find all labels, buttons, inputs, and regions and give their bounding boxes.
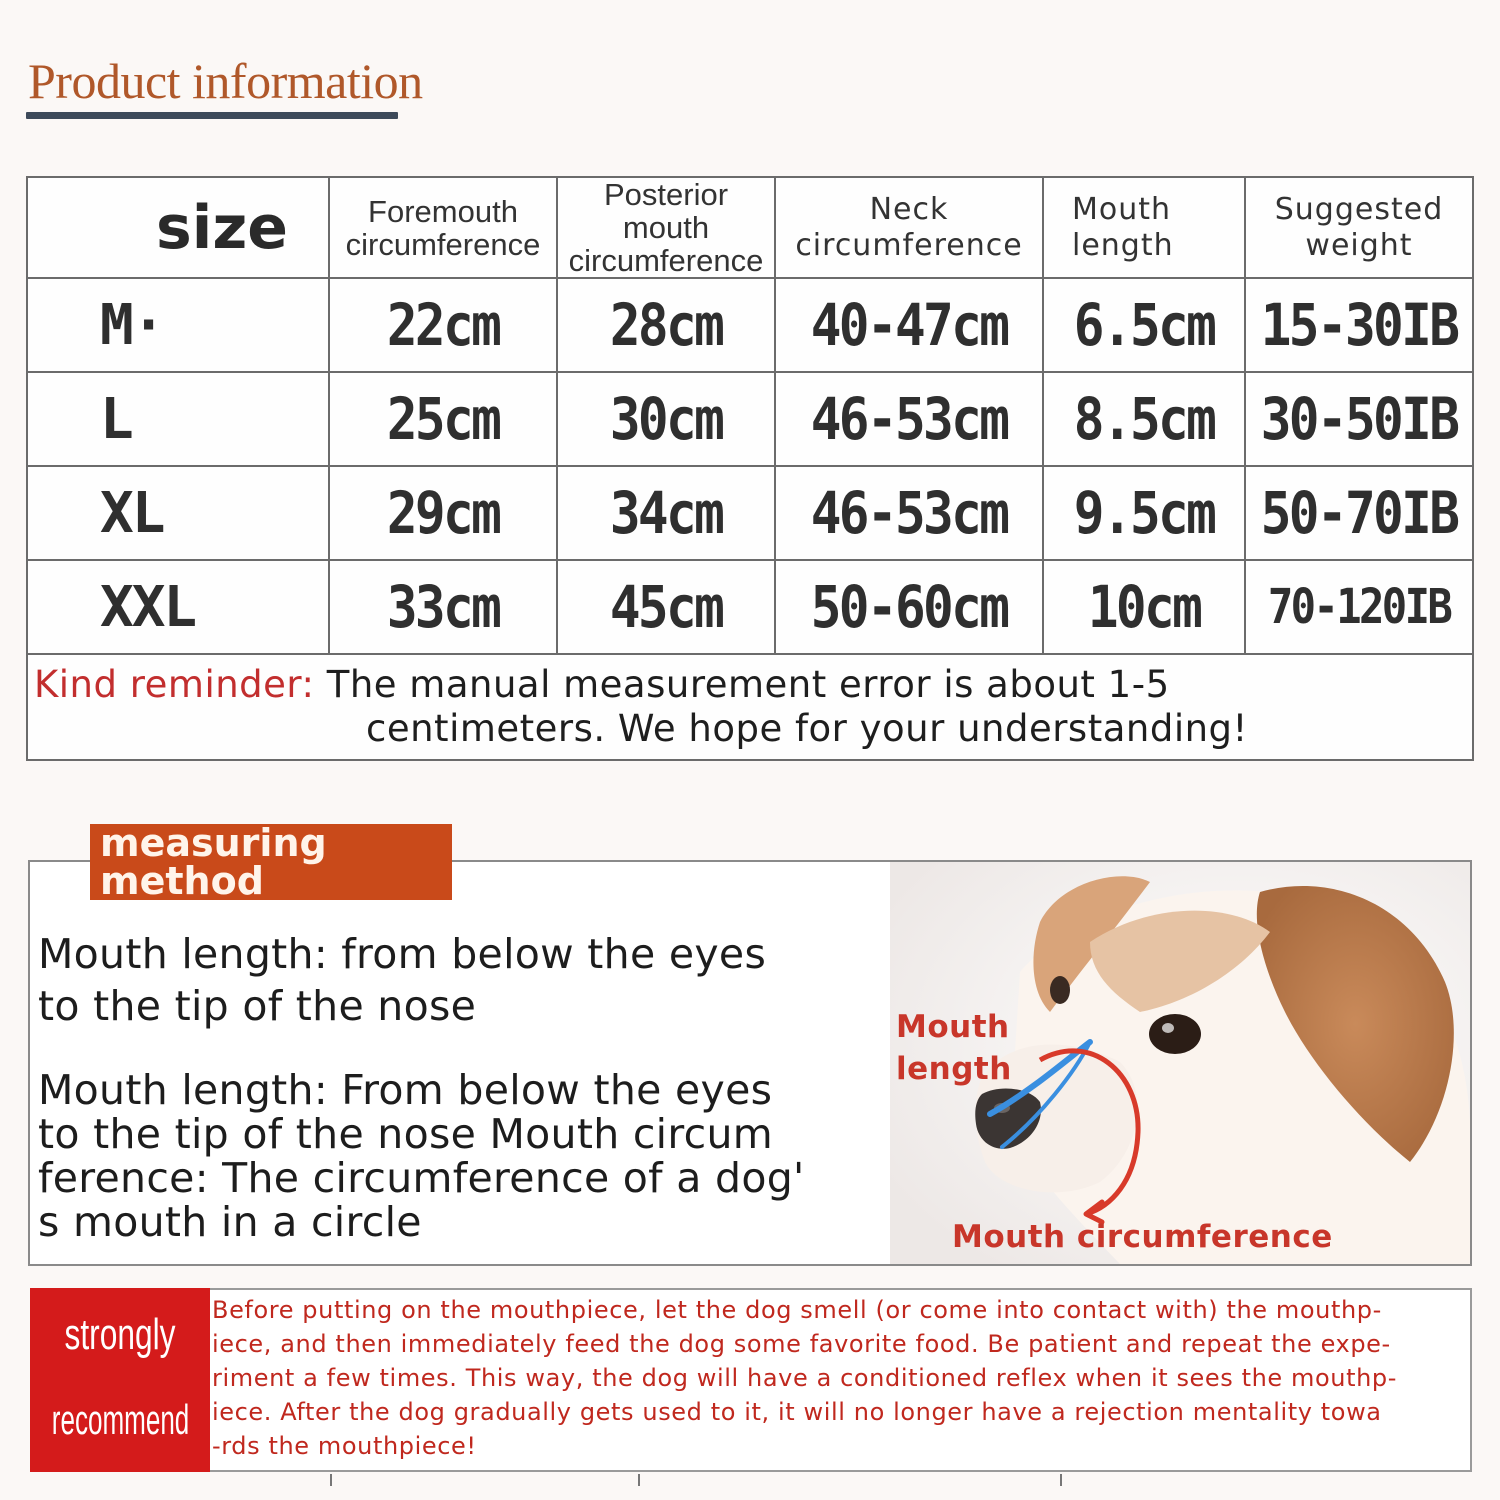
table-row	[27, 372, 1473, 466]
mouth-length-paragraph: Mouth length: from below the eyes to the tip of the nose	[38, 930, 767, 1030]
header-neck: Neck circumference	[775, 177, 1043, 278]
header-suggested-weight: Suggested weight	[1245, 177, 1473, 278]
reminder-text-line2: centimeters. We hope for your understanding!	[366, 707, 1248, 750]
table-row	[27, 278, 1473, 372]
cell-foremouth: 22cm	[343, 278, 544, 372]
cell-weight: 30-50IB	[1259, 372, 1460, 466]
table-row	[27, 560, 1473, 654]
recommend-text: Before putting on the mouthpiece, let the dog smell (or come into contact with) the mouthp- iece, and then immediately feed the dog some favorite food. Be patient and repeat the expe- riment a few times. This way, the dog will have a conditioned reflex when it sees the mouthp- iece. After the dog gradually gets used to it, it will no longer have a rejection mentality towa -rds the mouthpiece!	[212, 1296, 1398, 1460]
cell-mouth-length: 8.5cm	[1055, 372, 1233, 466]
page-title: Product information	[28, 53, 423, 109]
cell-weight: 50-70IB	[1259, 466, 1460, 560]
cell-neck: 50-60cm	[791, 560, 1027, 654]
cell-posterior: 28cm	[570, 278, 762, 372]
table-header-row	[27, 177, 1473, 278]
cell-neck: 40-47cm	[791, 278, 1027, 372]
cell-weight: 70-120IB	[1259, 560, 1460, 654]
cell-posterior: 45cm	[570, 560, 762, 654]
cell-foremouth: 25cm	[343, 372, 544, 466]
cell-posterior: 30cm	[570, 372, 762, 466]
title-underline	[26, 112, 398, 119]
header-size: size	[27, 177, 329, 278]
mouth-length-label: Mouth length	[896, 1009, 1012, 1087]
table-row	[27, 466, 1473, 560]
cell-foremouth: 29cm	[343, 466, 544, 560]
header-foremouth: Foremouth circumference	[329, 177, 557, 278]
kind-reminder	[27, 654, 1473, 760]
cell-size: L	[27, 372, 329, 466]
reminder-label: Kind reminder:	[34, 663, 315, 706]
cell-size: XXL	[27, 560, 329, 654]
header-mouth-length: Mouth length	[1043, 177, 1245, 278]
cell-size: XL	[27, 466, 329, 560]
size-table	[26, 176, 1474, 761]
cell-mouth-length: 10cm	[1055, 560, 1233, 654]
strongly-recommend-badge: strongly recommend	[30, 1288, 210, 1472]
measuring-method-tab: measuring method	[90, 824, 452, 900]
mouth-circumference-paragraph: Mouth length: From below the eyes to the tip of the nose Mouth circum ference: The circumference of a dog' s mouth in a circle	[38, 1066, 805, 1246]
reminder-text: The manual measurement error is about 1-5	[314, 663, 1170, 706]
header-posterior-mouth: Posterior mouth circumference	[557, 177, 775, 278]
cell-neck: 46-53cm	[791, 466, 1027, 560]
cell-size: M·	[27, 278, 329, 372]
cell-posterior: 34cm	[570, 466, 762, 560]
cell-weight: 15-30IB	[1259, 278, 1460, 372]
cell-foremouth: 33cm	[343, 560, 544, 654]
reminder-row	[27, 654, 1473, 760]
cell-mouth-length: 9.5cm	[1055, 466, 1233, 560]
cell-mouth-length: 6.5cm	[1055, 278, 1233, 372]
mouth-circumference-label: Mouth circumference	[952, 1219, 1333, 1255]
cell-neck: 46-53cm	[791, 372, 1027, 466]
